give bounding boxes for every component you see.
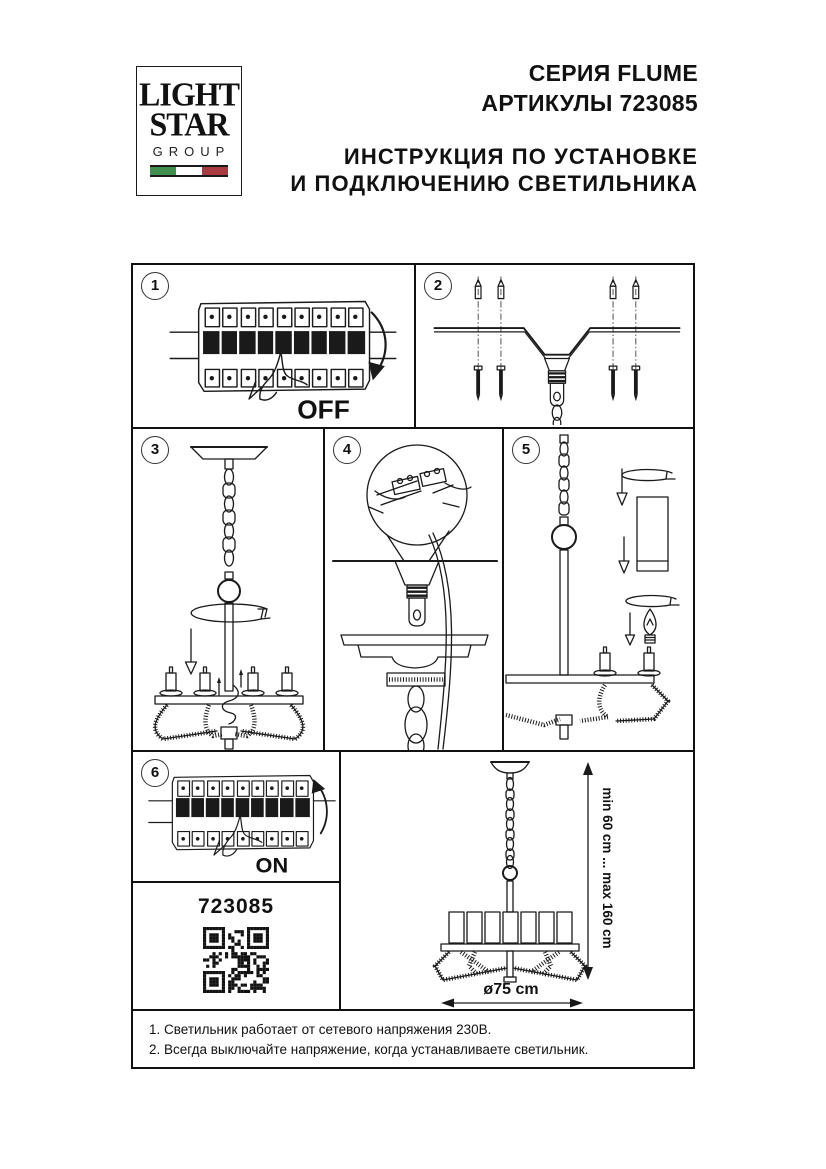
terminal-connection-drawing	[325, 433, 506, 751]
article-number: 723085	[197, 895, 275, 918]
step-1-panel	[131, 263, 416, 429]
italian-flag-bar	[150, 165, 228, 177]
chandelier-hanging-drawing	[133, 433, 327, 751]
diameter-label: ø75 cm	[483, 981, 539, 998]
flag-green-segment	[150, 167, 176, 175]
step-5-number: 5	[512, 436, 540, 464]
step-3-number: 3	[141, 436, 169, 464]
step-6-number: 6	[141, 759, 169, 787]
rotate-up-arrow-icon	[317, 785, 327, 834]
logo-word-group: GROUP	[152, 144, 231, 159]
step-2-number: 2	[424, 272, 452, 300]
circuit-breaker-off-drawing	[168, 279, 398, 427]
qr-code-pattern	[203, 927, 269, 993]
note-voltage: 1. Светильник работает от сетевого напряжения 230В.	[149, 1022, 492, 1037]
down-arrow-icon	[186, 662, 197, 674]
step-5-panel	[502, 427, 695, 752]
mounting-bracket-drawing	[428, 273, 686, 425]
document-header	[290, 58, 698, 197]
dimensions-panel	[339, 750, 695, 1011]
chandelier-dimensions-drawing	[341, 754, 697, 1009]
step-4-panel	[323, 427, 504, 752]
step-4-number: 4	[333, 436, 361, 464]
flag-white-segment	[176, 167, 202, 175]
off-label: OFF	[297, 394, 350, 425]
footer-notes-panel	[131, 1009, 695, 1069]
logo-word-light: LIGHT	[139, 75, 239, 113]
rotate-down-arrow-icon	[372, 312, 386, 369]
step-2-panel	[414, 263, 695, 429]
height-range-label: min 60 cm ... max 160 cm	[600, 787, 615, 949]
title-line-1: ИНСТРУКЦИЯ ПО УСТАНОВКЕ	[343, 144, 698, 169]
step-1-number: 1	[141, 272, 169, 300]
step-6-panel	[131, 750, 341, 883]
flag-red-segment	[202, 167, 228, 175]
title-line-2: И ПОДКЛЮЧЕНИЮ СВЕТИЛЬНИКА	[290, 171, 698, 196]
lightstar-logo	[136, 66, 242, 196]
qr-code	[203, 927, 269, 993]
on-label: ON	[255, 852, 289, 878]
shade-bulb-install-drawing	[504, 433, 697, 751]
series-name: СЕРИЯ FLUME	[528, 60, 698, 86]
circuit-breaker-on-drawing	[147, 756, 337, 880]
rotate-arrow-icon	[191, 604, 267, 622]
article-qr-panel	[131, 881, 341, 1011]
note-switch-off: 2. Всегда выключайте напряжение, когда устанавливаете светильник.	[149, 1042, 589, 1057]
logo-word-star: STAR	[149, 105, 229, 143]
document-title	[290, 143, 698, 197]
candle-bulb-icon	[644, 609, 656, 635]
article-number-line: АРТИКУЛЫ 723085	[481, 90, 698, 116]
step-3-panel	[131, 427, 325, 752]
